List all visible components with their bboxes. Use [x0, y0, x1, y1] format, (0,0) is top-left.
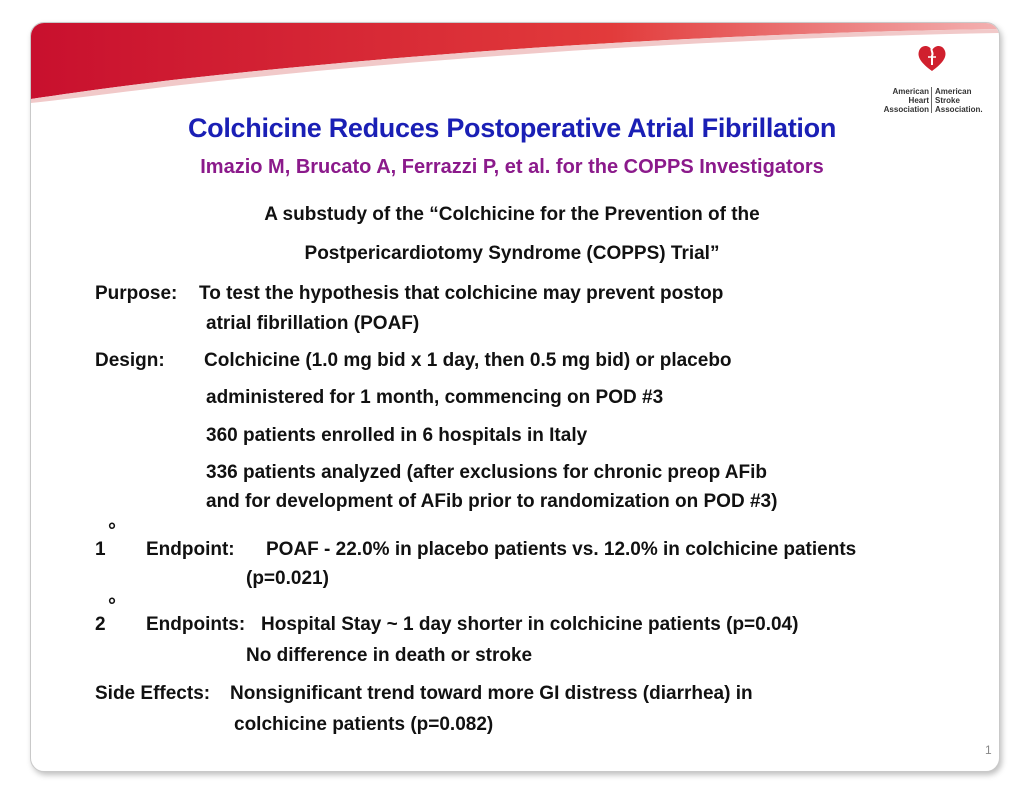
slide-subtitle: Imazio M, Brucato A, Ferrazzi P, et al. for the COPPS Investigators — [200, 156, 824, 178]
design-line-4: 336 patients analyzed (after exclusions for chronic preop AFib — [206, 462, 767, 483]
design-line-3: 360 patients enrolled in 6 hospitals in Italy — [206, 425, 588, 446]
secondary-line-2: No difference in death or stroke — [246, 645, 533, 666]
design-line-2: administered for 1 month, commencing on POD #3 — [206, 387, 664, 408]
logo-divider — [931, 87, 932, 113]
design-label: Design: — [95, 350, 165, 371]
primary-line-1: POAF - 22.0% in placebo patients vs. 12.0% in colchicine patients — [266, 539, 857, 560]
primary-label: Endpoint: — [146, 539, 235, 560]
side-effects-label: Side Effects: — [95, 683, 211, 704]
red-swoosh-banner — [31, 23, 999, 103]
side-effects-line-2: colchicine patients (p=0.082) — [234, 714, 494, 735]
primary-degree: ° — [108, 520, 116, 542]
substudy-line-1: A substudy of the “Colchicine for the Prevention of the — [264, 204, 760, 225]
substudy-line-2: Postpericardiotomy Syndrome (COPPS) Trial” — [304, 243, 720, 264]
purpose-label: Purpose: — [95, 283, 178, 304]
primary-line-2: (p=0.021) — [246, 568, 329, 589]
secondary-number: 2 — [95, 614, 106, 635]
purpose-line-2: atrial fibrillation (POAF) — [206, 313, 420, 334]
design-line-1: Colchicine (1.0 mg bid x 1 day, then 0.5 mg bid) or placebo — [204, 350, 732, 371]
aha-asa-logo — [879, 43, 983, 114]
secondary-label: Endpoints: — [146, 614, 246, 635]
purpose-line-1: To test the hypothesis that colchicine may prevent postop — [199, 283, 724, 304]
secondary-line-1: Hospital Stay ~ 1 day shorter in colchicine patients (p=0.04) — [261, 614, 799, 635]
side-effects-line-1: Nonsignificant trend toward more GI distress (diarrhea) in — [230, 683, 753, 704]
secondary-degree: ° — [108, 595, 116, 617]
page-number: 1 — [985, 743, 992, 757]
slide-title: Colchicine Reduces Postoperative Atrial Fibrillation — [187, 113, 837, 143]
design-line-5: and for development of AFib prior to randomization on POD #3) — [206, 491, 778, 512]
heart-torch-icon — [917, 43, 947, 73]
logo-right-text: American Stroke Association. — [935, 87, 983, 114]
logo-left-text: American Heart Association — [883, 87, 929, 114]
primary-number: 1 — [95, 539, 106, 560]
